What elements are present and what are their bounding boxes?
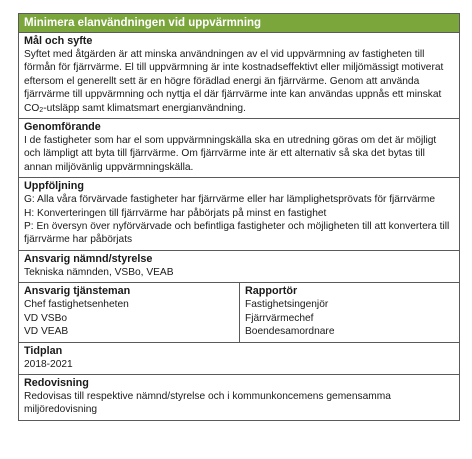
- section-officials: [19, 283, 240, 341]
- official-item: VD VSBo: [24, 312, 68, 324]
- section-followup-heading: Uppföljning: [24, 180, 84, 193]
- official-item: Chef fastighetsenheten: [24, 299, 129, 311]
- section-timeline-text: 2018-2021: [24, 358, 73, 370]
- section-timeline-heading: Tidplan: [24, 344, 63, 357]
- section-implementation-text: I de fastigheter som har el som uppvärmningskälla ska en utredning göras om det är möjligt och lämpligt att byta till fjärrvärme. Om fjärrvärme inte är ett alternativ så ska det bytas till annan miljövänlig uppvärmningskälla.: [24, 135, 437, 173]
- section-people: [19, 283, 459, 342]
- reporter-item: Fjärrvärmechef: [245, 312, 314, 324]
- goal-text-subscript: 2: [39, 106, 44, 114]
- section-responsible-board-text: Tekniska nämnden, VSBo, VEAB: [24, 266, 174, 278]
- action-card: [18, 13, 460, 421]
- section-goal-heading: Mål och syfte: [24, 35, 93, 47]
- section-goal: [19, 33, 459, 119]
- section-reporting: [19, 375, 459, 420]
- section-implementation-heading: Genomförande: [24, 121, 101, 134]
- section-reporting-heading: Redovisning: [24, 376, 89, 389]
- section-followup: [19, 178, 459, 251]
- followup-item: G: Alla våra förvärvade fastigheter har fjärrvärme eller har lämplighetsprövats för fjärrvärme: [24, 194, 436, 206]
- section-reporter-heading: Rapportör: [245, 285, 298, 298]
- goal-text-main: Syftet med åtgärden är att minska användningen av el vid uppvärmning av fastigheten till förmån för fjärrvärme. El till uppvärmning är inte kostnadseffektivt eller miljömässigt motiverat eftersom el generellt sett är en högre förädlad energi än fjärrvärme. Genom att använda fjärrvärme till uppvärmning och nyttja el där fjärrvärme inte kan användas uppnås ett minskat CO: [24, 49, 444, 114]
- reporter-item: Fastighetsingenjör: [245, 299, 329, 311]
- official-item: VD VEAB: [24, 326, 69, 338]
- section-implementation: [19, 119, 459, 178]
- section-responsible-board: [19, 251, 459, 283]
- followup-item: H: Konverteringen till fjärrvärme har påbörjats på minst en fastighet: [24, 207, 327, 219]
- card-title: Minimera elanvändningen vid uppvärmning: [19, 14, 459, 33]
- section-responsible-board-heading: Ansvarig nämnd/styrelse: [24, 252, 153, 265]
- section-officials-heading: Ansvarig tjänsteman: [24, 285, 131, 298]
- section-reporter: [240, 283, 459, 341]
- reporter-item: Boendesamordnare: [245, 326, 335, 338]
- followup-item: P: En översyn över nyförvärvade och befintliga fastigheter och möjligheten till att konvertera till fjärrvärme har påbörjats: [24, 221, 450, 246]
- section-timeline: [19, 343, 459, 375]
- section-goal-text: [24, 48, 455, 115]
- section-reporting-text: Redovisas till respektive nämnd/styrelse och i kommunkoncemens gemensamma miljöredovisning: [24, 390, 391, 416]
- goal-text-end: -utsläpp samt klimatsmart energianvändning.: [43, 102, 246, 114]
